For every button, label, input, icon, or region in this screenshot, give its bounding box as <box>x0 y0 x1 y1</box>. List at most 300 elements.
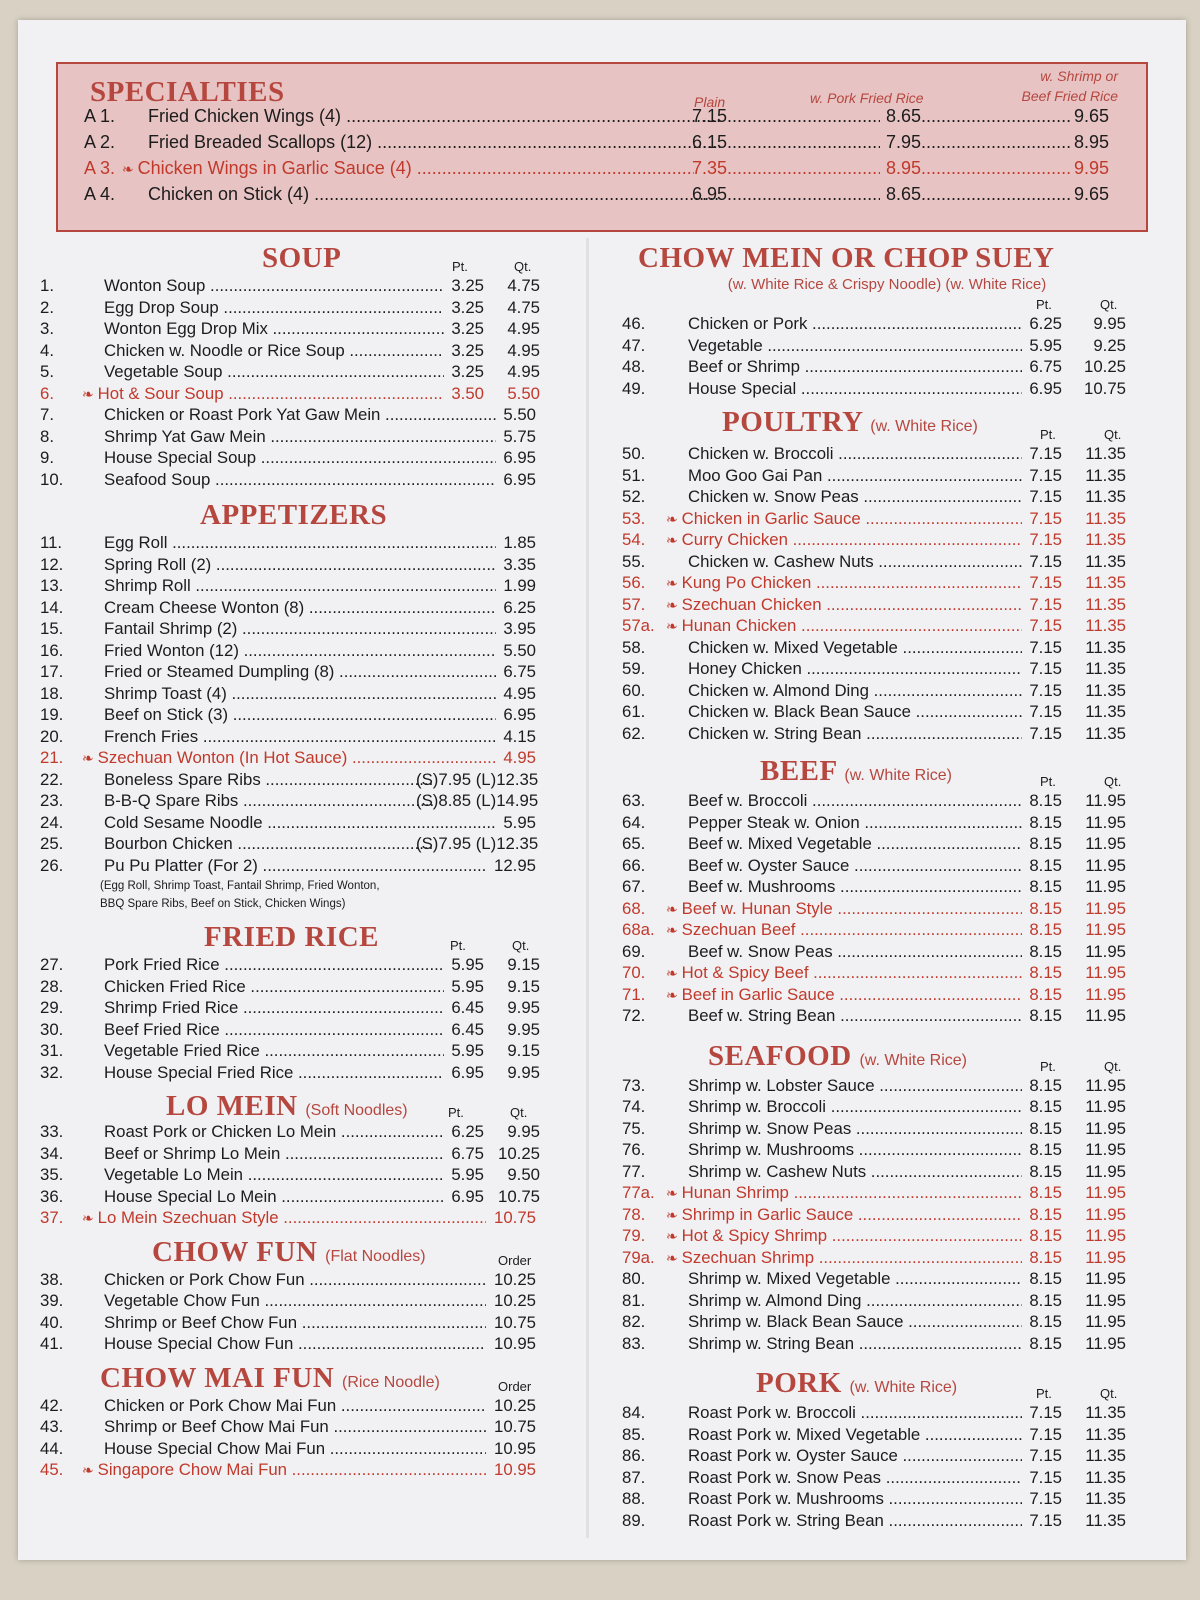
menu-item-row <box>622 724 1152 746</box>
item-number: 24. <box>40 812 64 832</box>
menu-item-row <box>40 1063 550 1085</box>
item-number: 65. <box>622 834 646 853</box>
specialties-box <box>56 62 1148 232</box>
item-name <box>148 132 720 153</box>
section-title <box>756 1367 957 1400</box>
section-header <box>40 1088 550 1122</box>
item-number: 33. <box>40 1122 64 1141</box>
price-quart: 11.95 <box>1085 1290 1126 1310</box>
item-name-text: Chicken Fried Rice <box>104 976 246 996</box>
price-quart: 4.95 <box>507 362 540 381</box>
menu-item-row <box>40 1439 550 1461</box>
price-pint: 8.15 <box>1029 920 1062 939</box>
item-name-text: Egg Drop Soup <box>104 297 219 317</box>
menu-item-row <box>622 659 1152 681</box>
item-name-text: Hot & Sour Soup <box>97 383 224 403</box>
pepper-icon: ❧ <box>666 1249 682 1266</box>
specialty-row <box>84 158 1130 184</box>
item-name <box>666 509 1022 529</box>
item-name <box>104 576 496 596</box>
price-pint: 8.15 <box>1029 1290 1062 1310</box>
price-pint: 7.15 <box>1029 1403 1062 1422</box>
price-quart: 11.95 <box>1085 920 1126 939</box>
price-quart: 11.35 <box>1085 723 1126 743</box>
item-name <box>104 834 434 854</box>
section-header <box>622 240 1152 276</box>
item-name-text: Roast Pork w. Snow Peas <box>688 1467 882 1487</box>
item-name-text: Shrimp w. Cashew Nuts <box>688 1161 867 1181</box>
item-name-text: Beef or Shrimp Lo Mein <box>104 1143 281 1163</box>
price-pint: 8.15 <box>1029 834 1062 853</box>
price-pint: 6.25 <box>451 1122 484 1141</box>
menu-item-row <box>622 856 1152 878</box>
item-name <box>82 1460 486 1480</box>
price-quart: 11.35 <box>1085 465 1126 485</box>
item-name <box>104 1291 486 1311</box>
item-name-text: Hunan Chicken <box>681 616 797 635</box>
pepper-icon: ❧ <box>666 986 682 1003</box>
item-name <box>688 877 1022 897</box>
price-pint: 7.15 <box>1029 1446 1062 1465</box>
price-pint: 7.15 <box>1029 594 1062 614</box>
item-number: 45. <box>40 1460 64 1479</box>
item-number: 67. <box>622 877 646 896</box>
section-title <box>204 921 379 954</box>
right-column <box>622 240 1152 1532</box>
item-number: 57a. <box>622 616 655 635</box>
menu-item-row <box>40 791 550 813</box>
item-number: 87. <box>622 1467 646 1487</box>
price: 5.95 <box>503 812 536 832</box>
item-number: 72. <box>622 1006 646 1025</box>
item-number: 57. <box>622 594 646 614</box>
menu-item-row <box>622 1076 1152 1098</box>
item-name-text: Singapore Chow Mai Fun <box>97 1460 287 1479</box>
menu-item-row <box>622 1403 1152 1425</box>
menu-item-row <box>622 813 1152 835</box>
menu-item-row <box>40 1460 550 1482</box>
price-pint: 8.15 <box>1029 1140 1062 1159</box>
menu-item-row <box>40 1041 550 1063</box>
price-shrimp-beef-fried-rice: 9.65 <box>1074 106 1110 126</box>
menu-item-row <box>622 466 1152 488</box>
price-pint: 7.15 <box>1029 637 1062 657</box>
item-number: 41. <box>40 1334 64 1353</box>
item-number: 60. <box>622 680 646 700</box>
item-name-text: Chicken or Roast Pork Yat Gaw Mein <box>104 405 381 424</box>
price-pint: 8.15 <box>1029 1006 1062 1025</box>
item-number: 42. <box>40 1395 64 1415</box>
price-quart: 11.95 <box>1085 1161 1126 1181</box>
item-name-text: Chicken in Garlic Sauce <box>681 508 861 528</box>
price-quart: 11.35 <box>1085 659 1126 678</box>
item-name-text: House Special Fried Rice <box>104 1062 294 1082</box>
item-name <box>688 1425 1022 1445</box>
price-quart: 9.15 <box>507 955 540 974</box>
item-name-text: Vegetable Chow Fun <box>104 1291 260 1310</box>
item-name-text: Kung Po Chicken <box>681 573 812 592</box>
menu-item-row <box>40 1270 550 1292</box>
item-name-text: Seafood Soup <box>104 469 211 489</box>
item-name <box>688 314 1022 334</box>
price-quart: 10.75 <box>1084 378 1126 398</box>
price: 10.25 <box>494 1291 536 1310</box>
price-pint: 6.45 <box>451 1019 484 1039</box>
menu-item-row <box>622 1226 1152 1248</box>
price-shrimp-beef-fried-rice: 8.95 <box>1074 132 1110 152</box>
item-name-text: Shrimp w. Mushrooms <box>688 1140 854 1159</box>
item-name <box>688 1489 1022 1509</box>
item-name <box>104 298 444 318</box>
pepper-icon: ❧ <box>82 1210 98 1226</box>
item-name <box>666 573 1022 593</box>
menu-item-row <box>622 899 1152 921</box>
section-title <box>638 242 1055 275</box>
price-pint: 8.15 <box>1029 898 1062 918</box>
item-name <box>104 641 496 661</box>
item-number: 77a. <box>622 1183 655 1202</box>
menu-item-row <box>40 662 550 684</box>
section-beef <box>622 753 1152 1028</box>
price-pint: 3.25 <box>451 319 484 338</box>
item-name-text: Beef Fried Rice <box>104 1019 220 1039</box>
section-lo-mein <box>40 1088 550 1230</box>
item-name-text: Chicken w. Snow Peas <box>688 487 859 506</box>
item-name-text: Roast Pork w. Mixed Vegetable <box>688 1424 921 1444</box>
section-chow-fun <box>40 1234 550 1356</box>
item-number: 20. <box>40 726 64 746</box>
column-header-1: Pt. <box>1036 1386 1052 1401</box>
menu-item-row <box>622 985 1152 1007</box>
price: 10.95 <box>494 1438 536 1458</box>
item-name-text: House Special Soup <box>104 448 257 467</box>
item-name <box>666 530 1022 550</box>
column-header-1: Pt. <box>1040 1058 1056 1074</box>
item-name-text: Beef w. Mixed Vegetable <box>688 834 872 853</box>
item-number: 76. <box>622 1140 646 1159</box>
price: 10.75 <box>494 1208 536 1227</box>
price-plain: 6.15 ..... <box>692 132 880 153</box>
item-number: 73. <box>622 1075 646 1095</box>
item-number: 54. <box>622 530 646 549</box>
price-quart: 11.35 <box>1085 573 1126 592</box>
pepper-icon: ❧ <box>82 750 98 766</box>
price-pint: 8.15 <box>1029 1269 1062 1288</box>
item-name <box>688 1097 1022 1117</box>
menu-item-row <box>40 1187 550 1209</box>
section-title-text: CHOW MEIN OR CHOP SUEY <box>638 242 1055 274</box>
menu-item-row <box>40 684 550 706</box>
price: 10.25 <box>494 1395 536 1415</box>
item-name <box>104 977 444 997</box>
menu-item-row <box>40 641 550 663</box>
item-name-text: Wonton Egg Drop Mix <box>104 319 268 338</box>
price-pint: 8.15 <box>1029 812 1062 832</box>
item-name <box>104 813 496 833</box>
price: 10.75 <box>494 1417 536 1436</box>
column-header-2: Qt. <box>1100 297 1118 312</box>
menu-item-row <box>622 1489 1152 1511</box>
section-subtitle: (w. White Rice) <box>859 1051 968 1069</box>
menu-item-row <box>40 977 550 999</box>
price-quart: 9.50 <box>507 1165 540 1184</box>
item-name <box>104 470 496 490</box>
item-name <box>104 619 496 639</box>
price-quart: 9.95 <box>507 998 540 1017</box>
price-quart: 5.50 <box>507 383 540 403</box>
menu-item-row <box>40 1313 550 1335</box>
item-name-text: Chicken w. Mixed Vegetable <box>688 637 898 657</box>
item-name <box>688 1140 1022 1160</box>
item-number: 26. <box>40 855 64 875</box>
item-name-text: Pork Fried Rice <box>104 955 220 974</box>
section-soup <box>40 240 550 491</box>
price-pint: 7.15 <box>1029 465 1062 485</box>
item-name <box>688 487 1022 507</box>
price-pint: 8.15 <box>1029 1075 1062 1095</box>
item-name <box>688 357 1022 377</box>
item-name-text: House Special <box>688 378 797 398</box>
item-name <box>688 702 1022 722</box>
item-number: 23. <box>40 791 64 810</box>
price-pint: 6.75 <box>1029 357 1062 376</box>
item-number: 10. <box>40 469 64 489</box>
price-quart: 9.95 <box>1093 314 1126 333</box>
item-name <box>122 158 694 179</box>
item-name-text: Hunan Shrimp <box>681 1183 789 1202</box>
price-plain: 6.95 ..... <box>692 184 880 205</box>
pepper-icon: ❧ <box>666 510 682 527</box>
price: 4.15 <box>503 726 536 746</box>
price-pint: 7.15 <box>1029 1467 1062 1487</box>
menu-item-row <box>40 427 550 449</box>
column-header-1: Order <box>498 1252 532 1268</box>
item-name <box>688 724 1022 744</box>
item-name-text: Beef on Stick (3) <box>104 705 229 724</box>
item-number: 11. <box>40 533 63 552</box>
price-quart: 9.25 <box>1093 335 1126 355</box>
item-number: 15. <box>40 619 64 638</box>
section-fried-rice <box>40 919 550 1084</box>
item-number: 34. <box>40 1143 64 1163</box>
menu-item-row <box>622 616 1152 638</box>
item-name <box>104 1063 444 1083</box>
section-title-text: POULTRY <box>722 406 863 438</box>
price-quart: 10.25 <box>498 1143 540 1163</box>
price-quart: 11.95 <box>1085 1006 1126 1025</box>
item-name-text: Roast Pork w. Mushrooms <box>688 1489 884 1508</box>
item-name <box>148 184 720 205</box>
menu-item-row <box>622 1269 1152 1291</box>
item-number: 61. <box>622 702 646 721</box>
item-number: 28. <box>40 976 64 996</box>
section-subtitle: (w. White Rice) <box>844 767 952 784</box>
menu-item-row <box>622 1511 1152 1533</box>
price-quart: 11.95 <box>1085 1226 1126 1245</box>
section-title-text: PORK <box>756 1367 842 1399</box>
menu-item-row <box>40 319 550 341</box>
platter-note-line-1: (Egg Roll, Shrimp Toast, Fantail Shrimp, Fried Wonton, <box>100 880 380 892</box>
item-name-text: Szechuan Shrimp <box>681 1247 815 1267</box>
item-name <box>688 1403 1022 1423</box>
item-name <box>688 1468 1022 1488</box>
item-name-text: Chicken w. Black Bean Sauce <box>688 702 911 721</box>
price-pint: 8.15 <box>1029 1204 1062 1224</box>
item-number: 83. <box>622 1333 646 1353</box>
column-header-2: Qt. <box>510 1105 528 1120</box>
price-small-large: (S)7.95 (L)12.35 <box>416 769 539 789</box>
item-name <box>688 444 1022 464</box>
item-name <box>666 985 1022 1005</box>
item-name <box>688 834 1022 854</box>
section-title-text: SEAFOOD <box>708 1039 852 1072</box>
item-name-text: Shrimp w. String Bean <box>688 1333 855 1353</box>
item-name <box>104 998 444 1018</box>
item-name <box>688 1162 1022 1182</box>
price-pint: 6.95 <box>451 1186 484 1206</box>
price-pint: 8.15 <box>1029 1226 1062 1245</box>
price-small-large: (S)8.85 (L)14.95 <box>416 791 539 810</box>
section-chow-mai-fun <box>40 1360 550 1482</box>
menu-item-row <box>40 770 550 792</box>
price-quart: 10.25 <box>1084 357 1126 376</box>
item-number: 29. <box>40 998 64 1017</box>
menu-item-row <box>40 619 550 641</box>
item-number: 86. <box>622 1446 646 1465</box>
section-header <box>622 404 1152 444</box>
item-name <box>688 336 1022 356</box>
item-number: 59. <box>622 659 646 678</box>
item-name-text: Hot & Spicy Shrimp <box>681 1226 828 1245</box>
item-name <box>104 662 496 682</box>
item-name-text: French Fries <box>104 726 199 746</box>
menu-item-row <box>622 702 1152 724</box>
item-name <box>104 533 496 553</box>
section-header <box>622 1038 1152 1076</box>
price-quart: 11.35 <box>1085 508 1126 528</box>
price-pint: 3.25 <box>451 362 484 381</box>
item-number: 14. <box>40 597 64 617</box>
menu-item-row <box>622 1446 1152 1468</box>
item-name <box>688 856 1022 876</box>
item-name <box>104 1122 444 1142</box>
section-subline: (w. White Rice & Crispy Noodle) (w. White Rice) <box>727 276 1047 293</box>
item-name <box>82 748 496 768</box>
item-name <box>666 963 1022 983</box>
section-subtitle: (w. White Rice) <box>849 1379 958 1396</box>
price: 5.50 <box>503 640 536 660</box>
item-name-text: Chicken w. Cashew Nuts <box>688 551 874 571</box>
menu-item-row <box>622 1183 1152 1205</box>
item-name-text: Beef w. Oyster Sauce <box>688 855 850 875</box>
price: 4.95 <box>503 748 536 767</box>
item-name-text: Roast Pork w. Oyster Sauce <box>688 1446 898 1465</box>
price: 10.95 <box>494 1334 536 1353</box>
price-quart: 11.95 <box>1085 834 1126 853</box>
pepper-icon: ❧ <box>666 575 682 591</box>
item-number: 21. <box>40 748 64 767</box>
item-name-text: Wonton Soup <box>104 276 206 295</box>
item-code: A 1. <box>84 106 116 126</box>
menu-item-row <box>622 920 1152 942</box>
item-number: 5. <box>40 362 54 381</box>
menu-item-row <box>40 834 550 856</box>
item-name <box>688 1511 1022 1531</box>
price-pint: 8.15 <box>1029 984 1062 1004</box>
item-number: 49. <box>622 378 646 398</box>
item-number: 81. <box>622 1290 646 1310</box>
item-name <box>688 813 1022 833</box>
specialty-row <box>84 106 1130 132</box>
price-quart: 11.95 <box>1085 1247 1126 1267</box>
price-quart: 11.95 <box>1085 1140 1126 1159</box>
price-pint: 8.15 <box>1029 1097 1062 1116</box>
column-header-1: Pt. <box>1040 774 1056 789</box>
item-name-text: Pu Pu Platter (For 2) <box>104 855 258 875</box>
price-pint: 7.15 <box>1029 573 1062 592</box>
column-header-1: Pt. <box>448 1105 464 1120</box>
price-quart: 11.35 <box>1085 1403 1126 1422</box>
pepper-icon: ❧ <box>666 1206 682 1223</box>
item-name-text: Shrimp Toast (4) <box>104 683 227 703</box>
menu-item-row <box>622 1006 1152 1028</box>
item-name-text: B-B-Q Spare Ribs <box>104 791 239 810</box>
item-name <box>104 276 444 296</box>
price: 6.95 <box>503 469 536 489</box>
menu-item-row <box>40 1417 550 1439</box>
item-name-text: Chicken or Pork Chow Mai Fun <box>104 1395 337 1415</box>
menu-item-row <box>40 555 550 577</box>
item-name <box>104 1396 486 1416</box>
item-name-text: Shrimp or Beef Chow Mai Fun <box>104 1417 329 1436</box>
section-poultry <box>622 404 1152 745</box>
item-name-text: Roast Pork w. String Bean <box>688 1510 884 1530</box>
item-name-text: Beef w. Broccoli <box>688 791 808 810</box>
section-subtitle: (Flat Noodles) <box>325 1247 426 1265</box>
item-number: 18. <box>40 683 64 703</box>
item-name <box>104 856 486 876</box>
price-quart: 11.35 <box>1085 1489 1126 1508</box>
section-title-text: FRIED RICE <box>204 921 379 953</box>
item-number: 3. <box>40 319 54 338</box>
price-pint: 7.15 <box>1029 1489 1062 1508</box>
item-code: A 3. <box>84 158 116 178</box>
item-number: 68. <box>622 898 646 918</box>
specialty-row <box>84 132 1130 158</box>
section-title <box>100 1362 440 1395</box>
item-number: 30. <box>40 1019 64 1039</box>
pepper-icon: ❧ <box>666 532 682 548</box>
price-pint: 7.15 <box>1029 680 1062 700</box>
price-pint: 6.75 <box>451 1143 484 1163</box>
item-name-text: Shrimp Fried Rice <box>104 998 239 1017</box>
section-subtitle: (w. White Rice) <box>870 418 978 435</box>
menu-item-row <box>40 598 550 620</box>
menu-item-row <box>622 1248 1152 1270</box>
menu-item-row <box>40 705 550 727</box>
pepper-icon: ❧ <box>666 922 682 938</box>
column-header-2: Qt. <box>514 259 532 274</box>
item-name <box>82 384 444 404</box>
menu-item-row <box>622 314 1152 336</box>
price-quart: 9.95 <box>507 1062 540 1082</box>
col-header-beef-fried-rice: Beef Fried Rice <box>1021 88 1118 104</box>
item-name <box>688 1076 1022 1096</box>
section-header <box>40 240 550 276</box>
pepper-icon: ❧ <box>666 596 682 613</box>
item-number: 31. <box>40 1041 64 1060</box>
item-number: 82. <box>622 1312 646 1331</box>
